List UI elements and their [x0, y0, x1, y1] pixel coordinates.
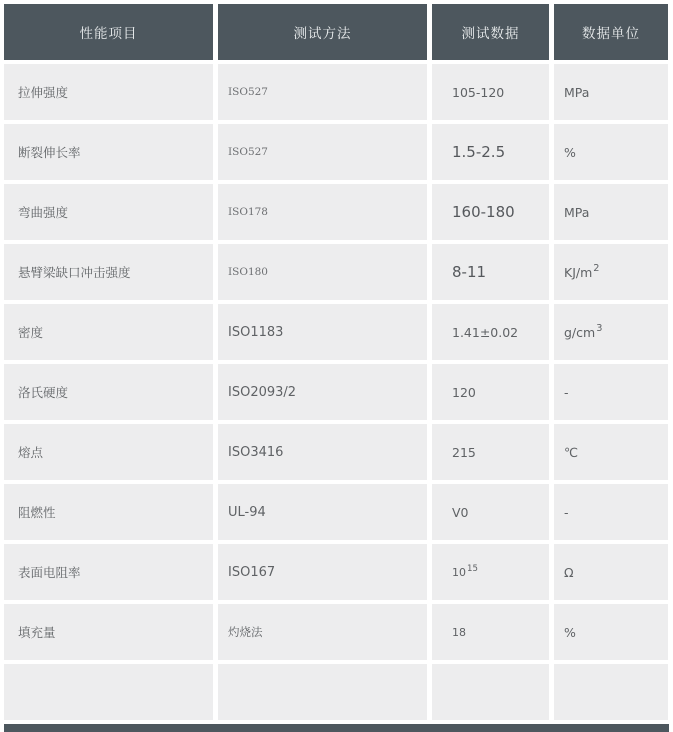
method-label: ISO1183: [228, 324, 284, 340]
property-label: 悬臂梁缺口冲击强度: [18, 265, 131, 280]
property-label: 弯曲强度: [18, 205, 69, 220]
property-label: 熔点: [18, 445, 44, 460]
property-cell: [4, 544, 213, 600]
header-cell-method: [218, 4, 427, 60]
unit-cell: [554, 424, 668, 480]
method-cell: [218, 304, 427, 360]
property-cell: [4, 304, 213, 360]
value-cell: [432, 364, 549, 420]
value-text: 18: [452, 625, 466, 639]
table-footer-bar: [4, 724, 669, 732]
unit-cell: [554, 64, 668, 120]
property-cell: [4, 364, 213, 420]
unit-text: -: [564, 384, 569, 400]
value-text: 1.5-2.5: [452, 143, 506, 161]
method-cell: [218, 544, 427, 600]
property-cell: [4, 424, 213, 480]
unit-cell: [554, 364, 668, 420]
property-label: 填充量: [18, 625, 56, 640]
method-cell: [218, 424, 427, 480]
value-text: $10^{15}$: [452, 563, 478, 579]
method-cell: [218, 64, 427, 120]
value-cell: [432, 184, 549, 240]
method-label: ISO527: [228, 146, 268, 158]
property-label: 拉伸强度: [18, 85, 69, 100]
method-label: ISO178: [228, 206, 268, 218]
header-label: 数据单位: [582, 26, 640, 42]
value-cell: [432, 484, 549, 540]
method-label: ISO167: [228, 564, 276, 580]
value-cell: [432, 304, 549, 360]
unit-text: $KJ/m^2$: [564, 263, 600, 280]
header-label: 测试数据: [461, 26, 520, 42]
value-cell: [432, 64, 549, 120]
empty-property-cell: [4, 664, 213, 720]
header-cell-property: [4, 4, 213, 60]
value-text: 1.41±0.02: [452, 324, 519, 340]
method-cell: [218, 244, 427, 300]
property-label: 洛氏硬度: [18, 385, 69, 400]
unit-cell: [554, 304, 668, 360]
property-cell: [4, 484, 213, 540]
value-cell: [432, 424, 549, 480]
unit-cell: [554, 544, 668, 600]
method-cell: [218, 604, 427, 660]
property-cell: [4, 184, 213, 240]
empty-unit-cell: [554, 664, 668, 720]
empty-method-cell: [218, 664, 427, 720]
method-cell: [218, 484, 427, 540]
unit-text: %: [564, 624, 576, 640]
unit-text: -: [564, 504, 569, 520]
method-cell: [218, 184, 427, 240]
method-label: ISO527: [228, 86, 268, 98]
property-cell: [4, 604, 213, 660]
header-cell-unit: [554, 4, 668, 60]
unit-cell: [554, 244, 668, 300]
unit-cell: [554, 604, 668, 660]
unit-cell: [554, 484, 668, 540]
unit-text: $g/cm^3$: [564, 323, 603, 340]
value-cell: [432, 604, 549, 660]
unit-text: Ω: [564, 564, 574, 580]
method-label: ISO2093/2: [228, 384, 297, 400]
unit-cell: [554, 184, 668, 240]
method-label: ISO180: [228, 266, 268, 278]
property-label: 阻燃性: [18, 505, 56, 520]
value-cell: [432, 544, 549, 600]
property-cell: [4, 244, 213, 300]
value-cell: [432, 124, 549, 180]
value-cell: [432, 244, 549, 300]
unit-text: ℃: [564, 444, 579, 460]
property-label: 表面电阻率: [18, 565, 81, 580]
unit-text: MPa: [564, 204, 590, 220]
header-label: 测试方法: [293, 26, 352, 42]
property-cell: [4, 64, 213, 120]
value-text: 160-180: [452, 203, 515, 221]
value-text: 120: [452, 384, 476, 400]
property-label: 密度: [18, 325, 44, 340]
property-label: 断裂伸长率: [18, 145, 81, 160]
unit-text: %: [564, 144, 576, 160]
method-cell: [218, 124, 427, 180]
method-cell: [218, 364, 427, 420]
header-cell-value: [432, 4, 549, 60]
method-label: 灼烧法: [228, 625, 263, 639]
value-text: 215: [452, 444, 476, 460]
value-text: 8-11: [452, 263, 487, 281]
value-text: 105-120: [452, 84, 505, 100]
method-label: ISO3416: [228, 444, 284, 460]
empty-value-cell: [432, 664, 549, 720]
header-label: 性能项目: [79, 26, 138, 42]
unit-cell: [554, 124, 668, 180]
property-cell: [4, 124, 213, 180]
method-label: UL-94: [228, 504, 266, 520]
unit-text: MPa: [564, 84, 590, 100]
value-text: V0: [452, 504, 469, 520]
